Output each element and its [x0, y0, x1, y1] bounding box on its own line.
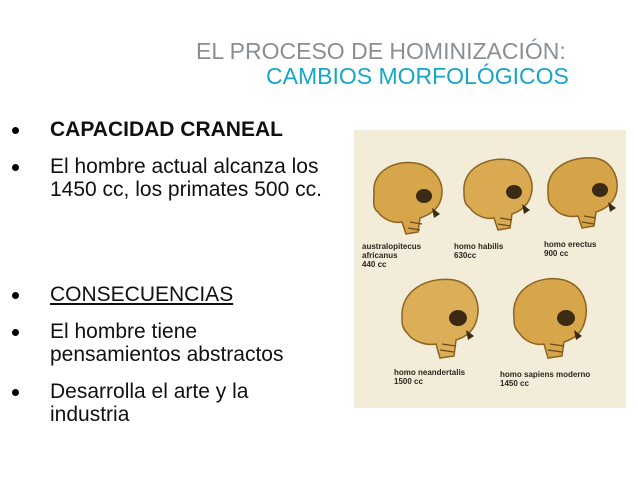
skull-volume: 900 cc [544, 249, 569, 258]
bullet-dot-icon [12, 164, 19, 171]
label-habilis [454, 242, 503, 260]
bullet-list-bottom [12, 283, 332, 440]
bullet-text-abstract: El hombre tiene pensamientos abstractos [50, 320, 284, 366]
bullet-heading-capacity: CAPACIDAD CRANEAL [50, 118, 283, 141]
bullet-list-top [12, 118, 352, 215]
bullet-text-capacity: El hombre actual alcanza los 1450 cc, los primates 500 cc. [50, 155, 322, 201]
bullet-dot-icon [12, 127, 19, 134]
skull-name: australopitecus [362, 242, 422, 251]
skull-volume: 630cc [454, 251, 477, 260]
skull-neandertal-icon [394, 270, 486, 366]
skull-name: homo sapiens moderno [500, 370, 591, 379]
skull-sapiens-icon [504, 270, 594, 366]
skull-name: homo habilis [454, 242, 504, 251]
bullet-item [12, 283, 332, 306]
bullet-item [12, 118, 352, 141]
bullet-dot-icon [12, 329, 19, 336]
skull-comparison-figure [354, 130, 626, 408]
skull-habilis-icon [454, 150, 540, 238]
label-australopithecus [362, 242, 421, 269]
bullet-item [12, 320, 332, 366]
skull-name: africanus [362, 251, 398, 260]
skull-volume: 1450 cc [500, 379, 529, 388]
slide-subtitle: CAMBIOS MORFOLÓGICOS [266, 63, 569, 89]
label-neandertal [394, 368, 465, 386]
skull-name: homo neandertalis [394, 368, 466, 377]
skull-volume: 440 cc [362, 260, 387, 269]
bullet-item [12, 380, 332, 426]
bullet-heading-consequences: CONSECUENCIAS [50, 283, 234, 306]
skull-erectus-icon [540, 148, 624, 236]
skull-name: homo erectus [544, 240, 597, 249]
bullet-dot-icon [12, 292, 19, 299]
bullet-text-art: Desarrolla el arte y la industria [50, 380, 249, 426]
bullet-dot-icon [12, 389, 19, 396]
label-erectus [544, 240, 596, 258]
label-sapiens [500, 370, 590, 388]
skull-australopithecus-icon [362, 152, 450, 240]
slide-title: EL PROCESO DE HOMINIZACIÓN: [196, 38, 566, 64]
bullet-item [12, 155, 352, 201]
skull-volume: 1500 cc [394, 377, 423, 386]
